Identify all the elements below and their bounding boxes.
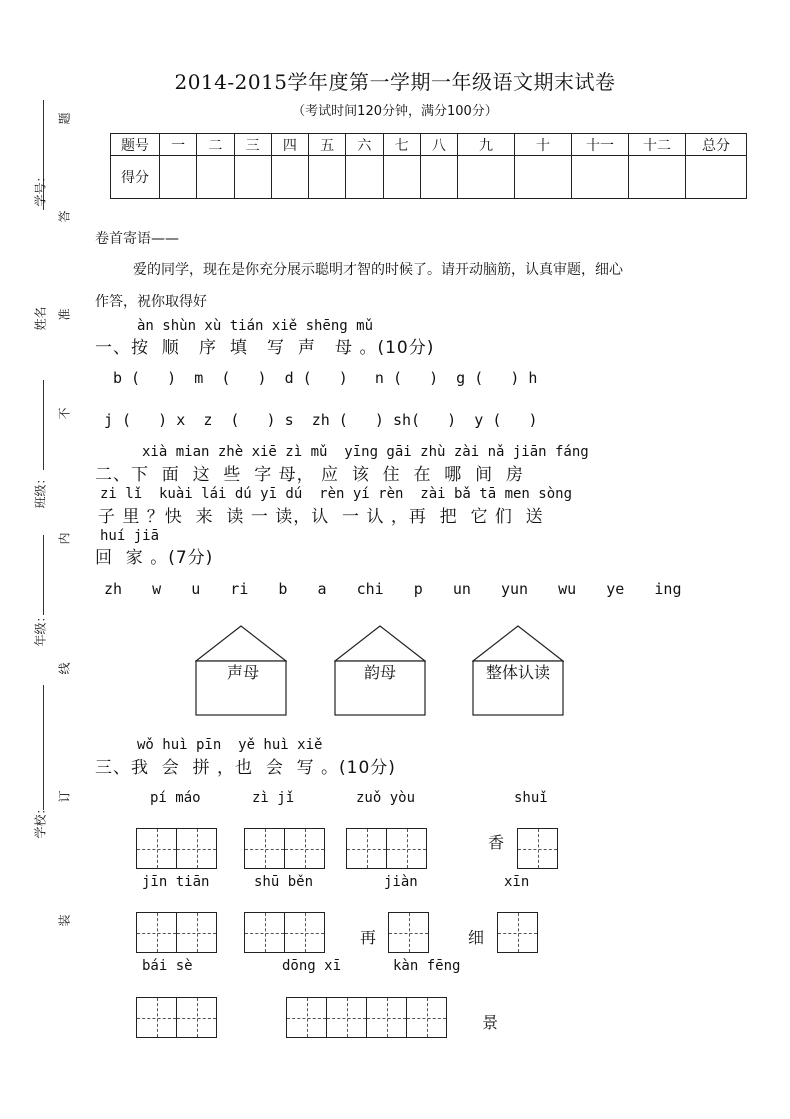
writing-grid[interactable] — [346, 828, 427, 869]
seal-char: 订 — [57, 790, 72, 803]
seal-char: 线 — [57, 662, 72, 675]
q3-row2-pinyin: jīn tiān — [142, 874, 210, 890]
intro-line-1: 爱的同学，现在是你充分展示聪明才智的时候了。请开动脑筋，认真审题，细心 — [133, 262, 623, 278]
q2-pinyin-3: huí jiā — [100, 528, 160, 544]
name-label: 姓名 — [33, 306, 48, 331]
score-col-header: 十一 — [572, 134, 629, 156]
score-table-header-label: 题号 — [111, 134, 160, 156]
score-cell[interactable] — [271, 156, 308, 199]
score-table — [110, 133, 747, 199]
q3-row3-pinyin: dōng xī — [282, 958, 342, 974]
q3-row3-pinyin: kàn fēng — [393, 958, 461, 974]
score-col-header: 十 — [515, 134, 572, 156]
score-col-header: 四 — [271, 134, 308, 156]
writing-grid[interactable] — [517, 828, 558, 869]
q3-row1-pinyin: zuǒ yòu — [356, 790, 416, 806]
score-col-header: 六 — [346, 134, 383, 156]
score-col-header: 九 — [458, 134, 515, 156]
seal-char: 装 — [57, 914, 72, 927]
q3-heading: 三、我 会 拼 ，也 会 写 。(10分) — [95, 758, 396, 778]
q1-heading: 一、按 顺 序 填 写 声 母 。(10分) — [95, 338, 435, 358]
score-col-header: 三 — [234, 134, 271, 156]
score-col-header: 二 — [197, 134, 234, 156]
seal-char: 题 — [57, 112, 72, 125]
grade-label: 年级： — [33, 610, 48, 647]
binding-line — [43, 380, 44, 470]
writing-grid[interactable] — [244, 912, 325, 953]
q1-row-2: j ( ) x z ( ) s zh ( ) sh( ) y ( ) — [104, 411, 538, 429]
intro-heading: 卷首寄语—— — [95, 231, 179, 247]
q1-row-1: b ( ) m ( ) d ( ) n ( ) g ( ) h — [113, 369, 538, 387]
score-cell[interactable] — [160, 156, 197, 199]
score-col-header: 七 — [383, 134, 420, 156]
q3-row1-pinyin: pí máo — [150, 790, 201, 806]
given-char: 再 — [360, 928, 377, 947]
score-cell[interactable] — [346, 156, 383, 199]
intro-line-2: 作答，祝你取得好 — [95, 294, 207, 310]
seal-char: 答 — [57, 210, 72, 223]
score-cell[interactable] — [572, 156, 629, 199]
q1-pinyin: àn shùn xù tián xiě shēng mǔ — [137, 318, 374, 334]
writing-grid[interactable] — [136, 997, 217, 1038]
q2-pinyin-2: zi lǐ kuài lái dú yī dú rèn yí rèn zài bǎ tā men sòng — [100, 486, 573, 502]
score-col-header: 一 — [160, 134, 197, 156]
writing-grid[interactable] — [136, 912, 217, 953]
writing-grid[interactable] — [136, 828, 217, 869]
seal-char: 不 — [57, 407, 72, 420]
q2-line-1: 二、下 面 这 些 字 母， 应 该 住 在 哪 间 房 — [95, 465, 524, 485]
score-cell[interactable] — [234, 156, 271, 199]
writing-grid[interactable] — [244, 828, 325, 869]
score-cell[interactable] — [197, 156, 234, 199]
class-label: 班级： — [33, 472, 48, 509]
q3-row3-pinyin: bái sè — [142, 958, 193, 974]
seal-char: 准 — [57, 308, 72, 321]
q3-pinyin: wǒ huì pīn yě huì xiě — [137, 737, 323, 753]
q3-row2-pinyin: xīn — [504, 874, 530, 890]
q2-letters: zh w u ri b a chi p un yun wu ye ing — [104, 580, 682, 598]
student-id-label: 学号： — [33, 170, 48, 207]
score-cell[interactable] — [458, 156, 515, 199]
score-col-header: 八 — [420, 134, 457, 156]
given-char: 香 — [488, 833, 505, 852]
score-cell[interactable] — [515, 156, 572, 199]
writing-grid[interactable] — [497, 912, 538, 953]
score-cell[interactable] — [309, 156, 346, 199]
q3-row2-pinyin: shū běn — [254, 874, 314, 890]
score-cell[interactable] — [629, 156, 686, 199]
score-table-row-label: 得分 — [111, 156, 160, 199]
q3-row1-pinyin: zì jǐ — [252, 790, 295, 806]
score-cell[interactable] — [383, 156, 420, 199]
score-col-header: 总分 — [686, 134, 747, 156]
score-col-header: 五 — [309, 134, 346, 156]
score-cell[interactable] — [420, 156, 457, 199]
q2-line-2: 子 里 ？快 来 读 一 读，认 一 认 ，再 把 它 们 送 — [98, 507, 544, 527]
q3-row1-pinyin: shuǐ — [514, 790, 548, 806]
exam-title: 2014-2015学年度第一学期一年级语文期末试卷 — [174, 70, 616, 94]
writing-grid[interactable] — [286, 997, 447, 1038]
given-char: 景 — [482, 1013, 499, 1032]
q3-row2-pinyin: jiàn — [384, 874, 418, 890]
house-label-yunmu: 韵母 — [364, 663, 397, 682]
writing-grid[interactable] — [388, 912, 429, 953]
q2-line-3: 回 家 。(7分) — [95, 548, 214, 568]
seal-char: 内 — [57, 532, 72, 545]
score-col-header: 十二 — [629, 134, 686, 156]
q2-pinyin-1: xià mian zhè xiē zì mǔ yīng gāi zhù zài nǎ jiān fáng — [142, 444, 589, 460]
score-cell[interactable] — [686, 156, 747, 199]
exam-subtitle: （考试时间120分钟，满分100分） — [292, 104, 498, 119]
house-label-shengmu: 声母 — [227, 663, 260, 682]
house-label-zhengti: 整体认读 — [485, 663, 550, 682]
school-label: 学校： — [33, 802, 48, 839]
given-char: 细 — [468, 928, 485, 947]
